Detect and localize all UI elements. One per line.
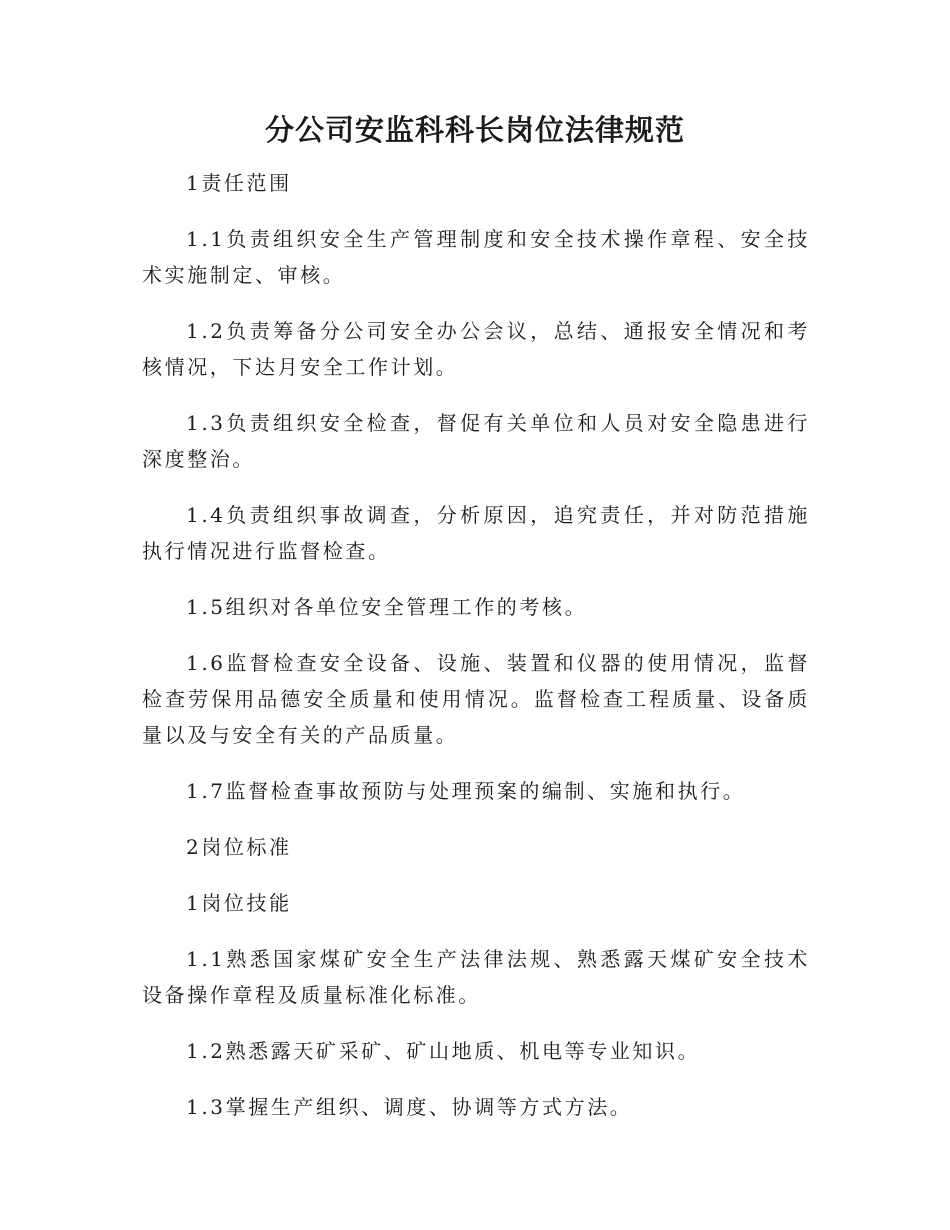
paragraph-1-7: 1.7监督检查事故预防与处理预案的编制、实施和执行。 <box>186 779 746 803</box>
paragraph-skill-1-2: 1.2熟悉露天矿采矿、矿山地质、机电等专业知识。 <box>186 1039 701 1063</box>
paragraph-1-6: 1.6监督检查安全设备、设施、装置和仪器的使用情况，监督检查劳保用品德安全质量和使用情况。监督检查工程质量、设备质量以及与安全有关的产品质量。 <box>142 651 810 747</box>
paragraph-post-skills-heading: 1岗位技能 <box>186 891 292 915</box>
paragraph-responsibility-heading: 1责任范围 <box>186 171 292 195</box>
paragraph-1-2: 1.2负责筹备分公司安全办公会议，总结、通报安全情况和考核情况，下达月安全工作计划。 <box>142 319 810 379</box>
document-title: 分公司安监科科长岗位法律规范 <box>264 113 685 147</box>
document-body <box>142 165 810 1145</box>
paragraph-1-1: 1.1负责组织安全生产管理制度和安全技术操作章程、安全技术实施制定、审核。 <box>142 227 810 287</box>
paragraph-1-3: 1.3负责组织安全检查，督促有关单位和人员对安全隐患进行深度整治。 <box>142 411 810 471</box>
paragraph-skill-1-1: 1.1熟悉国家煤矿安全生产法律法规、熟悉露天煤矿安全技术设备操作章程及质量标准化标准。 <box>142 947 810 1007</box>
paragraph-1-4: 1.4负责组织事故调查，分析原因，追究责任，并对防范措施执行情况进行监督检查。 <box>142 503 810 563</box>
paragraph-post-standard-heading: 2岗位标准 <box>186 835 292 859</box>
paragraph-1-5: 1.5组织对各单位安全管理工作的考核。 <box>186 595 588 619</box>
paragraph-skill-1-3: 1.3掌握生产组织、调度、协调等方式方法。 <box>186 1095 633 1119</box>
